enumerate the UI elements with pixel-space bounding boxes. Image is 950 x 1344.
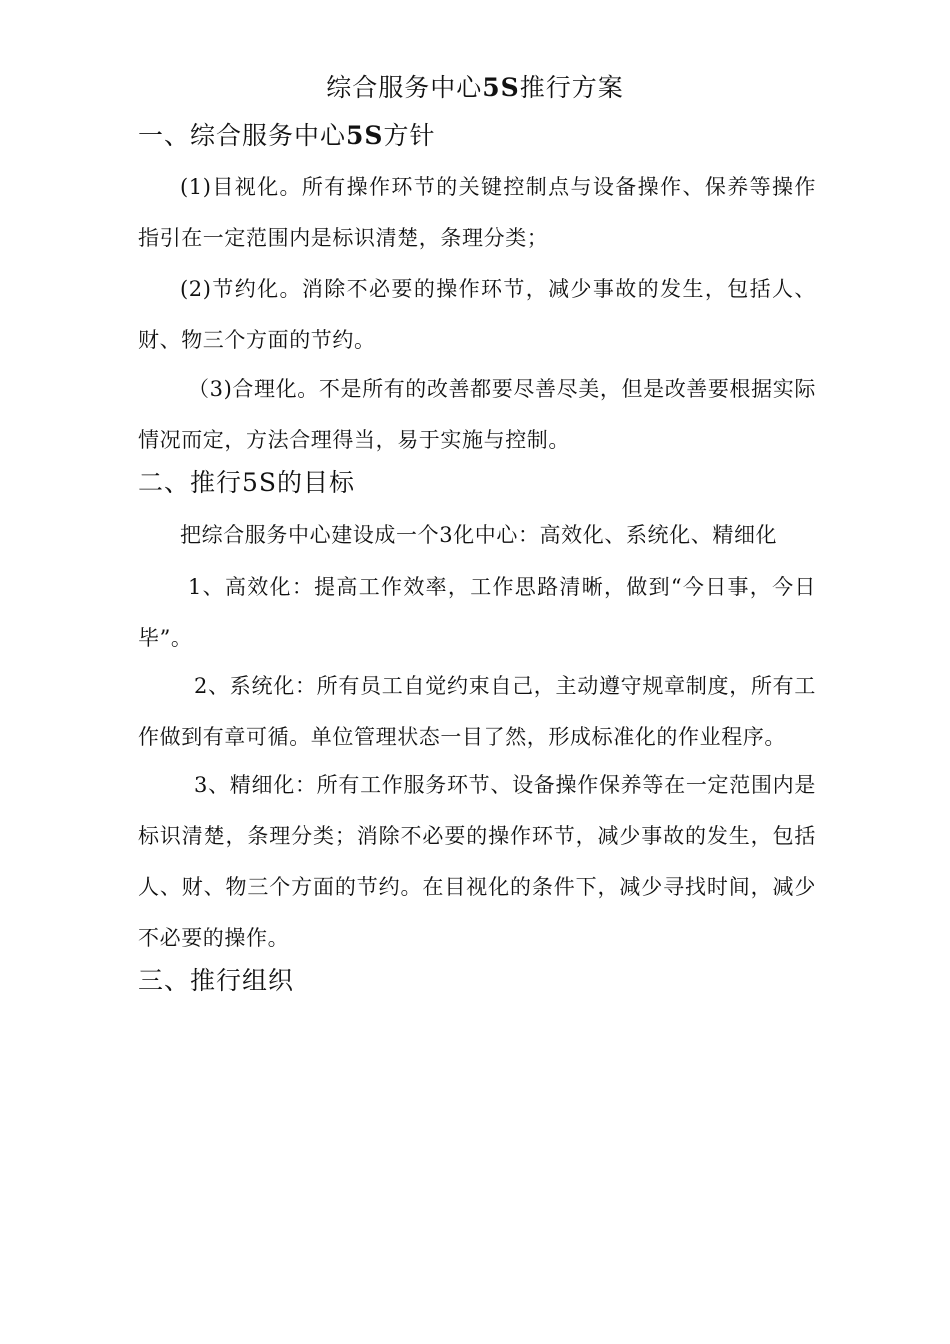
document-title-suffix: 推行方案	[519, 73, 624, 102]
section-heading-3: 三、推行组织	[138, 966, 295, 995]
section-heading-1	[138, 116, 828, 156]
section-heading-1-prefix: 一、综合服务中心	[138, 121, 347, 150]
paragraph-rationalization: （3)合理化。不是所有的改善都要尽善尽美，但是改善要根据实际情况而定，方法合理得当，易于实施与控制。	[138, 377, 816, 452]
document-title-em: 5S	[482, 73, 520, 102]
section-heading-1-suffix: 方针	[383, 121, 436, 150]
section-heading-2: 二、推行5S的目标	[138, 468, 356, 497]
paragraph-goal-refinement: 3、精细化：所有工作服务环节、设备操作保养等在一定范围内是标识清楚，条理分类；消除不必要的操作环节，减少事故的发生，包括人、财、物三个方面的节约。在目视化的条件下，减少寻找时间，减少不必要的操作。	[138, 773, 816, 950]
paragraph-economization: (2)节约化。消除不必要的操作环节，减少事故的发生，包括人、财、物三个方面的节约。	[138, 277, 816, 352]
paragraph-goal-intro: 把综合服务中心建设成一个3化中心：高效化、系统化、精细化	[180, 523, 778, 547]
section-heading-1-em: 5S	[346, 121, 384, 150]
document-title-prefix: 综合服务中心	[326, 73, 483, 102]
paragraph-goal-systematization: 2、系统化：所有员工自觉约束自己，主动遵守规章制度，所有工作做到有章可循。单位管理状态一目了然，形成标准化的作业程序。	[138, 674, 816, 749]
document-title	[0, 68, 950, 108]
paragraph-goal-efficiency: 1、高效化：提高工作效率，工作思路清晰，做到“今日事，今日毕”。	[138, 575, 816, 650]
paragraph-visualization: (1)目视化。所有操作环节的关键控制点与设备操作、保养等操作指引在一定范围内是标识清楚，条理分类；	[138, 175, 816, 250]
